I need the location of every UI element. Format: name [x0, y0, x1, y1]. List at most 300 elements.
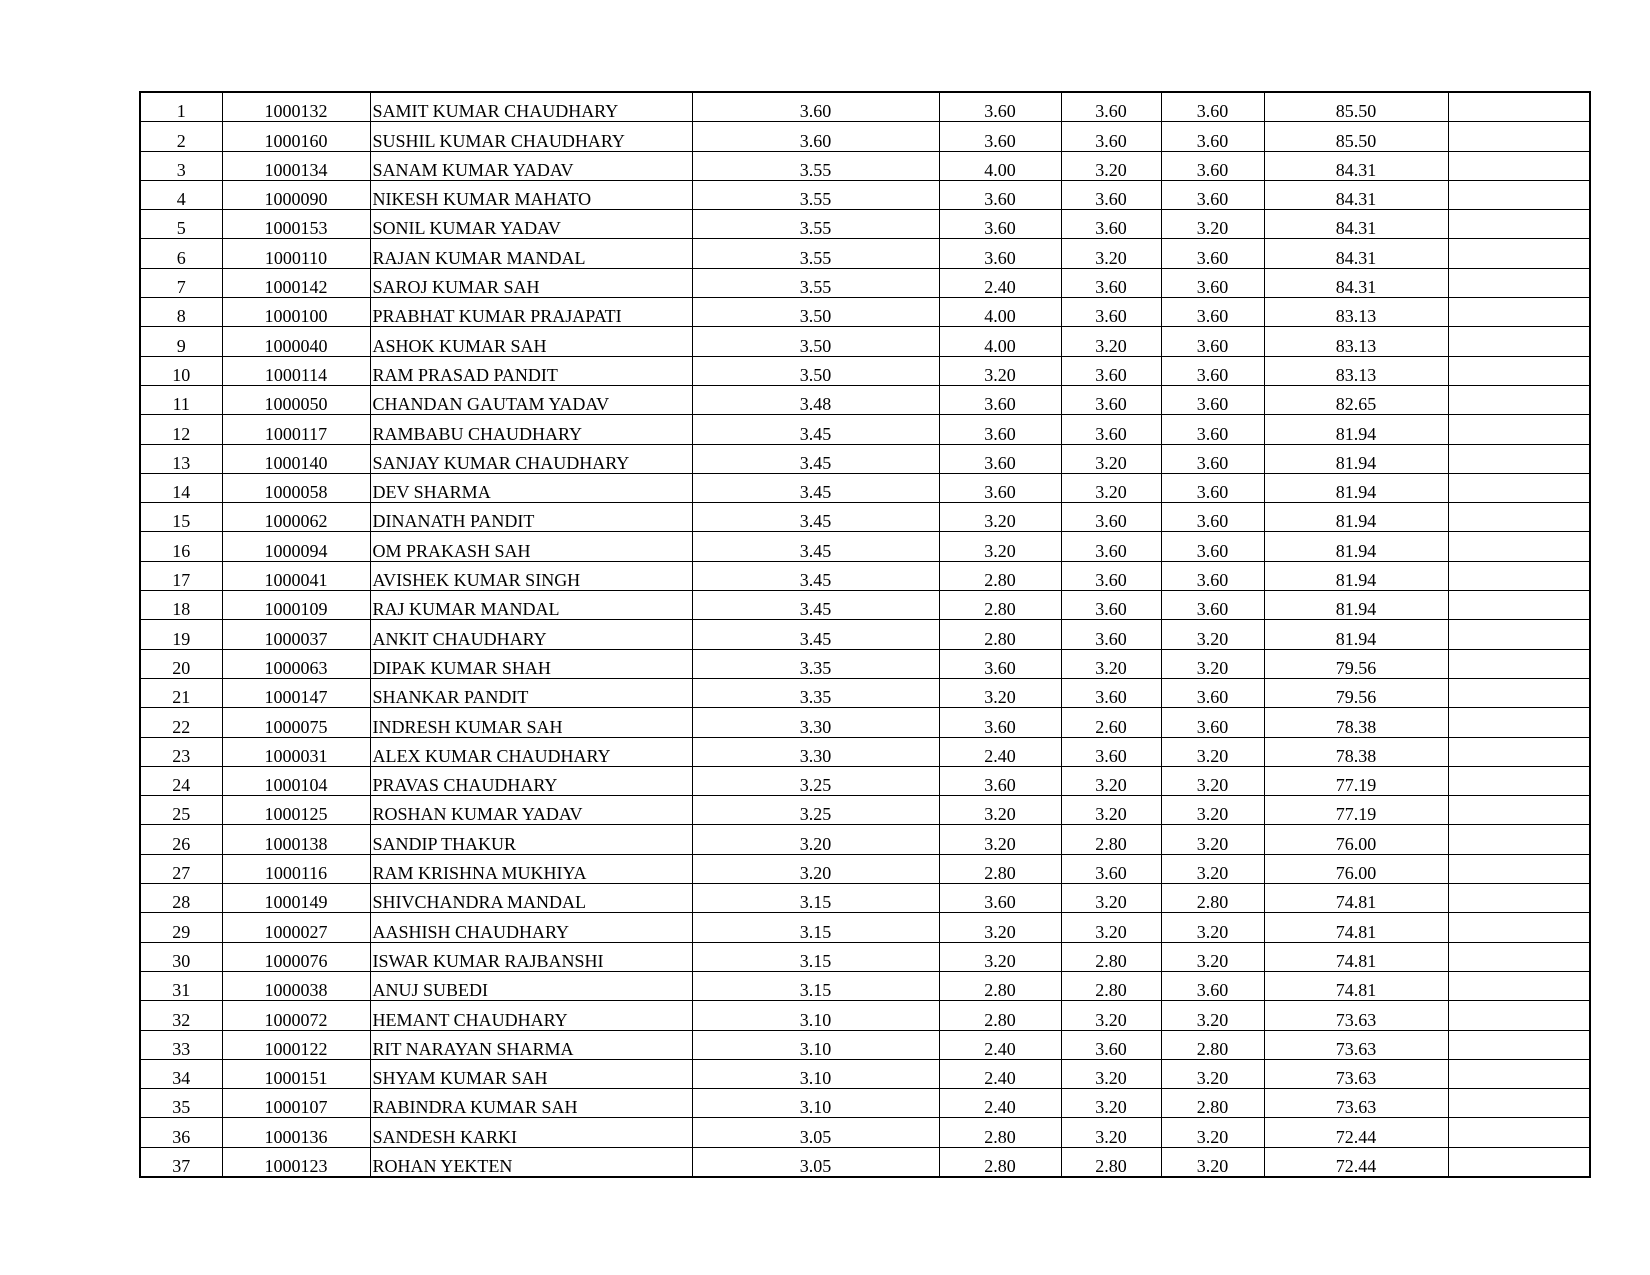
score-3-cell: 3.60 [1061, 268, 1161, 297]
serial-number-cell: 3 [140, 151, 222, 180]
serial-number-cell: 14 [140, 473, 222, 502]
score-1-cell: 3.48 [692, 385, 939, 414]
roll-number-cell: 1000149 [222, 884, 370, 913]
percentage-cell: 81.94 [1264, 444, 1448, 473]
score-4-cell: 3.60 [1161, 971, 1264, 1000]
student-name-cell: ROHAN YEKTEN [370, 1147, 692, 1177]
score-3-cell: 3.60 [1061, 92, 1161, 122]
roll-number-cell: 1000140 [222, 444, 370, 473]
score-3-cell: 2.80 [1061, 825, 1161, 854]
table-row [140, 210, 1590, 239]
remark-cell [1448, 1001, 1590, 1030]
score-4-cell: 3.20 [1161, 766, 1264, 795]
score-2-cell: 2.80 [939, 591, 1061, 620]
score-1-cell: 3.25 [692, 796, 939, 825]
score-2-cell: 3.60 [939, 385, 1061, 414]
percentage-cell: 84.31 [1264, 210, 1448, 239]
serial-number-cell: 26 [140, 825, 222, 854]
percentage-cell: 81.94 [1264, 473, 1448, 502]
score-4-cell: 3.60 [1161, 678, 1264, 707]
score-2-cell: 2.80 [939, 620, 1061, 649]
student-name-cell: RIT NARAYAN SHARMA [370, 1030, 692, 1059]
table-row [140, 356, 1590, 385]
serial-number-cell: 6 [140, 239, 222, 268]
score-2-cell: 4.00 [939, 327, 1061, 356]
student-name-cell: SANAM KUMAR YADAV [370, 151, 692, 180]
student-name-cell: ASHOK KUMAR SAH [370, 327, 692, 356]
table-row [140, 298, 1590, 327]
serial-number-cell: 31 [140, 971, 222, 1000]
score-2-cell: 2.80 [939, 1147, 1061, 1177]
student-name-cell: SANDESH KARKI [370, 1118, 692, 1147]
roll-number-cell: 1000117 [222, 415, 370, 444]
score-2-cell: 2.40 [939, 1030, 1061, 1059]
score-3-cell: 3.60 [1061, 210, 1161, 239]
table-row [140, 532, 1590, 561]
score-1-cell: 3.10 [692, 1001, 939, 1030]
score-1-cell: 3.30 [692, 708, 939, 737]
table-row [140, 854, 1590, 883]
table-row [140, 473, 1590, 502]
remark-cell [1448, 444, 1590, 473]
roll-number-cell: 1000125 [222, 796, 370, 825]
remark-cell [1448, 151, 1590, 180]
score-3-cell: 3.20 [1061, 151, 1161, 180]
serial-number-cell: 11 [140, 385, 222, 414]
serial-number-cell: 22 [140, 708, 222, 737]
score-3-cell: 3.60 [1061, 503, 1161, 532]
score-2-cell: 3.60 [939, 415, 1061, 444]
percentage-cell: 78.38 [1264, 708, 1448, 737]
student-name-cell: RAM KRISHNA MUKHIYA [370, 854, 692, 883]
score-4-cell: 3.60 [1161, 503, 1264, 532]
percentage-cell: 79.56 [1264, 678, 1448, 707]
remark-cell [1448, 1089, 1590, 1118]
score-3-cell: 3.20 [1061, 766, 1161, 795]
score-3-cell: 3.60 [1061, 561, 1161, 590]
score-3-cell: 3.60 [1061, 180, 1161, 209]
student-name-cell: SANDIP THAKUR [370, 825, 692, 854]
serial-number-cell: 24 [140, 766, 222, 795]
roll-number-cell: 1000072 [222, 1001, 370, 1030]
percentage-cell: 83.13 [1264, 327, 1448, 356]
score-2-cell: 2.80 [939, 1118, 1061, 1147]
remark-cell [1448, 1118, 1590, 1147]
remark-cell [1448, 532, 1590, 561]
score-4-cell: 2.80 [1161, 1030, 1264, 1059]
percentage-cell: 74.81 [1264, 942, 1448, 971]
score-1-cell: 3.15 [692, 913, 939, 942]
score-2-cell: 2.40 [939, 1089, 1061, 1118]
student-name-cell: SAMIT KUMAR CHAUDHARY [370, 92, 692, 122]
student-name-cell: AASHISH CHAUDHARY [370, 913, 692, 942]
score-1-cell: 3.15 [692, 971, 939, 1000]
table-row [140, 92, 1590, 122]
score-3-cell: 3.20 [1061, 1059, 1161, 1088]
serial-number-cell: 30 [140, 942, 222, 971]
student-name-cell: PRABHAT KUMAR PRAJAPATI [370, 298, 692, 327]
score-4-cell: 3.60 [1161, 591, 1264, 620]
serial-number-cell: 23 [140, 737, 222, 766]
remark-cell [1448, 122, 1590, 151]
student-name-cell: RABINDRA KUMAR SAH [370, 1089, 692, 1118]
remark-cell [1448, 473, 1590, 502]
score-4-cell: 3.60 [1161, 415, 1264, 444]
score-1-cell: 3.15 [692, 884, 939, 913]
percentage-cell: 84.31 [1264, 151, 1448, 180]
score-4-cell: 3.20 [1161, 1059, 1264, 1088]
remark-cell [1448, 561, 1590, 590]
percentage-cell: 84.31 [1264, 180, 1448, 209]
score-1-cell: 3.45 [692, 591, 939, 620]
roll-number-cell: 1000063 [222, 649, 370, 678]
roll-number-cell: 1000104 [222, 766, 370, 795]
student-name-cell: HEMANT CHAUDHARY [370, 1001, 692, 1030]
score-4-cell: 3.20 [1161, 620, 1264, 649]
table-row [140, 151, 1590, 180]
score-1-cell: 3.55 [692, 268, 939, 297]
score-1-cell: 3.50 [692, 327, 939, 356]
table-row [140, 796, 1590, 825]
student-name-cell: SHANKAR PANDIT [370, 678, 692, 707]
percentage-cell: 73.63 [1264, 1001, 1448, 1030]
serial-number-cell: 19 [140, 620, 222, 649]
score-3-cell: 3.20 [1061, 884, 1161, 913]
score-1-cell: 3.35 [692, 678, 939, 707]
student-name-cell: ISWAR KUMAR RAJBANSHI [370, 942, 692, 971]
score-2-cell: 3.60 [939, 766, 1061, 795]
serial-number-cell: 15 [140, 503, 222, 532]
score-1-cell: 3.55 [692, 239, 939, 268]
table-row [140, 737, 1590, 766]
percentage-cell: 78.38 [1264, 737, 1448, 766]
score-2-cell: 2.80 [939, 971, 1061, 1000]
percentage-cell: 79.56 [1264, 649, 1448, 678]
score-1-cell: 3.45 [692, 532, 939, 561]
table-row [140, 591, 1590, 620]
score-4-cell: 3.60 [1161, 298, 1264, 327]
score-1-cell: 3.60 [692, 92, 939, 122]
score-2-cell: 2.80 [939, 1001, 1061, 1030]
table-row [140, 122, 1590, 151]
percentage-cell: 83.13 [1264, 356, 1448, 385]
remark-cell [1448, 591, 1590, 620]
student-name-cell: ROSHAN KUMAR YADAV [370, 796, 692, 825]
remark-cell [1448, 854, 1590, 883]
table-row [140, 971, 1590, 1000]
score-4-cell: 3.20 [1161, 1147, 1264, 1177]
student-name-cell: ALEX KUMAR CHAUDHARY [370, 737, 692, 766]
score-1-cell: 3.45 [692, 415, 939, 444]
serial-number-cell: 37 [140, 1147, 222, 1177]
table-row [140, 620, 1590, 649]
remark-cell [1448, 180, 1590, 209]
score-4-cell: 3.20 [1161, 210, 1264, 239]
score-3-cell: 3.20 [1061, 239, 1161, 268]
table-row [140, 503, 1590, 532]
score-4-cell: 3.60 [1161, 151, 1264, 180]
student-name-cell: SONIL KUMAR YADAV [370, 210, 692, 239]
student-name-cell: INDRESH KUMAR SAH [370, 708, 692, 737]
score-3-cell: 3.60 [1061, 356, 1161, 385]
percentage-cell: 83.13 [1264, 298, 1448, 327]
roll-number-cell: 1000122 [222, 1030, 370, 1059]
roll-number-cell: 1000100 [222, 298, 370, 327]
score-2-cell: 4.00 [939, 298, 1061, 327]
student-name-cell: RAJAN KUMAR MANDAL [370, 239, 692, 268]
remark-cell [1448, 766, 1590, 795]
table-body [140, 92, 1590, 1177]
serial-number-cell: 9 [140, 327, 222, 356]
score-3-cell: 3.60 [1061, 591, 1161, 620]
percentage-cell: 72.44 [1264, 1118, 1448, 1147]
results-table [139, 91, 1591, 1178]
table-row [140, 1001, 1590, 1030]
roll-number-cell: 1000037 [222, 620, 370, 649]
student-name-cell: DINANATH PANDIT [370, 503, 692, 532]
percentage-cell: 81.94 [1264, 503, 1448, 532]
remark-cell [1448, 298, 1590, 327]
serial-number-cell: 12 [140, 415, 222, 444]
score-3-cell: 3.60 [1061, 122, 1161, 151]
score-2-cell: 3.20 [939, 825, 1061, 854]
percentage-cell: 84.31 [1264, 239, 1448, 268]
score-2-cell: 3.60 [939, 92, 1061, 122]
percentage-cell: 81.94 [1264, 591, 1448, 620]
roll-number-cell: 1000160 [222, 122, 370, 151]
remark-cell [1448, 825, 1590, 854]
serial-number-cell: 13 [140, 444, 222, 473]
score-1-cell: 3.05 [692, 1118, 939, 1147]
score-4-cell: 2.80 [1161, 884, 1264, 913]
score-2-cell: 3.60 [939, 708, 1061, 737]
remark-cell [1448, 620, 1590, 649]
score-1-cell: 3.10 [692, 1059, 939, 1088]
roll-number-cell: 1000110 [222, 239, 370, 268]
table-row [140, 180, 1590, 209]
score-3-cell: 3.60 [1061, 620, 1161, 649]
score-1-cell: 3.30 [692, 737, 939, 766]
roll-number-cell: 1000142 [222, 268, 370, 297]
table-row [140, 766, 1590, 795]
percentage-cell: 77.19 [1264, 796, 1448, 825]
score-1-cell: 3.55 [692, 151, 939, 180]
score-4-cell: 3.20 [1161, 913, 1264, 942]
serial-number-cell: 5 [140, 210, 222, 239]
roll-number-cell: 1000094 [222, 532, 370, 561]
roll-number-cell: 1000090 [222, 180, 370, 209]
serial-number-cell: 25 [140, 796, 222, 825]
percentage-cell: 81.94 [1264, 561, 1448, 590]
score-4-cell: 3.20 [1161, 1001, 1264, 1030]
score-4-cell: 3.20 [1161, 649, 1264, 678]
table-row [140, 415, 1590, 444]
remark-cell [1448, 268, 1590, 297]
student-name-cell: SUSHIL KUMAR CHAUDHARY [370, 122, 692, 151]
score-2-cell: 3.60 [939, 210, 1061, 239]
serial-number-cell: 18 [140, 591, 222, 620]
score-2-cell: 2.40 [939, 268, 1061, 297]
remark-cell [1448, 884, 1590, 913]
score-3-cell: 3.20 [1061, 913, 1161, 942]
percentage-cell: 85.50 [1264, 122, 1448, 151]
table-row [140, 825, 1590, 854]
score-3-cell: 3.20 [1061, 327, 1161, 356]
score-1-cell: 3.20 [692, 825, 939, 854]
score-3-cell: 3.60 [1061, 298, 1161, 327]
roll-number-cell: 1000123 [222, 1147, 370, 1177]
score-2-cell: 3.20 [939, 942, 1061, 971]
score-4-cell: 3.60 [1161, 239, 1264, 268]
score-1-cell: 3.55 [692, 210, 939, 239]
remark-cell [1448, 1147, 1590, 1177]
score-2-cell: 3.60 [939, 239, 1061, 268]
table-row [140, 444, 1590, 473]
score-4-cell: 3.20 [1161, 1118, 1264, 1147]
roll-number-cell: 1000075 [222, 708, 370, 737]
score-3-cell: 3.60 [1061, 532, 1161, 561]
serial-number-cell: 4 [140, 180, 222, 209]
score-3-cell: 3.60 [1061, 415, 1161, 444]
score-4-cell: 3.60 [1161, 532, 1264, 561]
table-row [140, 385, 1590, 414]
score-4-cell: 3.60 [1161, 268, 1264, 297]
student-name-cell: RAM PRASAD PANDIT [370, 356, 692, 385]
score-2-cell: 3.60 [939, 884, 1061, 913]
score-1-cell: 3.15 [692, 942, 939, 971]
percentage-cell: 77.19 [1264, 766, 1448, 795]
remark-cell [1448, 385, 1590, 414]
roll-number-cell: 1000076 [222, 942, 370, 971]
score-3-cell: 3.60 [1061, 737, 1161, 766]
score-1-cell: 3.10 [692, 1030, 939, 1059]
roll-number-cell: 1000050 [222, 385, 370, 414]
score-4-cell: 2.80 [1161, 1089, 1264, 1118]
score-3-cell: 3.60 [1061, 854, 1161, 883]
percentage-cell: 81.94 [1264, 620, 1448, 649]
score-4-cell: 3.60 [1161, 444, 1264, 473]
roll-number-cell: 1000147 [222, 678, 370, 707]
score-2-cell: 3.60 [939, 180, 1061, 209]
score-3-cell: 3.20 [1061, 649, 1161, 678]
roll-number-cell: 1000031 [222, 737, 370, 766]
percentage-cell: 74.81 [1264, 971, 1448, 1000]
score-3-cell: 3.20 [1061, 1089, 1161, 1118]
score-2-cell: 3.60 [939, 473, 1061, 502]
student-name-cell: ANUJ SUBEDI [370, 971, 692, 1000]
roll-number-cell: 1000041 [222, 561, 370, 590]
roll-number-cell: 1000114 [222, 356, 370, 385]
score-4-cell: 3.60 [1161, 561, 1264, 590]
score-4-cell: 3.20 [1161, 942, 1264, 971]
percentage-cell: 74.81 [1264, 884, 1448, 913]
table-row [140, 1118, 1590, 1147]
serial-number-cell: 29 [140, 913, 222, 942]
student-name-cell: AVISHEK KUMAR SINGH [370, 561, 692, 590]
remark-cell [1448, 678, 1590, 707]
percentage-cell: 76.00 [1264, 825, 1448, 854]
percentage-cell: 73.63 [1264, 1030, 1448, 1059]
percentage-cell: 73.63 [1264, 1059, 1448, 1088]
score-2-cell: 3.60 [939, 444, 1061, 473]
roll-number-cell: 1000134 [222, 151, 370, 180]
score-1-cell: 3.45 [692, 561, 939, 590]
remark-cell [1448, 1059, 1590, 1088]
percentage-cell: 81.94 [1264, 415, 1448, 444]
score-3-cell: 2.80 [1061, 1147, 1161, 1177]
score-3-cell: 3.20 [1061, 473, 1161, 502]
roll-number-cell: 1000153 [222, 210, 370, 239]
student-name-cell: NIKESH KUMAR MAHATO [370, 180, 692, 209]
table-row [140, 239, 1590, 268]
roll-number-cell: 1000138 [222, 825, 370, 854]
score-2-cell: 2.80 [939, 561, 1061, 590]
score-3-cell: 2.80 [1061, 971, 1161, 1000]
serial-number-cell: 21 [140, 678, 222, 707]
score-1-cell: 3.45 [692, 444, 939, 473]
table-row [140, 1089, 1590, 1118]
serial-number-cell: 35 [140, 1089, 222, 1118]
remark-cell [1448, 239, 1590, 268]
roll-number-cell: 1000062 [222, 503, 370, 532]
roll-number-cell: 1000151 [222, 1059, 370, 1088]
roll-number-cell: 1000027 [222, 913, 370, 942]
score-3-cell: 3.20 [1061, 796, 1161, 825]
table-row [140, 708, 1590, 737]
score-4-cell: 3.20 [1161, 854, 1264, 883]
remark-cell [1448, 92, 1590, 122]
remark-cell [1448, 327, 1590, 356]
score-2-cell: 3.20 [939, 503, 1061, 532]
remark-cell [1448, 737, 1590, 766]
table-row [140, 678, 1590, 707]
remark-cell [1448, 708, 1590, 737]
serial-number-cell: 16 [140, 532, 222, 561]
score-4-cell: 3.60 [1161, 473, 1264, 502]
score-2-cell: 4.00 [939, 151, 1061, 180]
percentage-cell: 82.65 [1264, 385, 1448, 414]
score-3-cell: 3.60 [1061, 385, 1161, 414]
student-name-cell: PRAVAS CHAUDHARY [370, 766, 692, 795]
roll-number-cell: 1000038 [222, 971, 370, 1000]
score-1-cell: 3.45 [692, 620, 939, 649]
score-1-cell: 3.05 [692, 1147, 939, 1177]
table-row [140, 1147, 1590, 1177]
percentage-cell: 81.94 [1264, 532, 1448, 561]
score-1-cell: 3.10 [692, 1089, 939, 1118]
score-4-cell: 3.20 [1161, 825, 1264, 854]
roll-number-cell: 1000136 [222, 1118, 370, 1147]
remark-cell [1448, 356, 1590, 385]
score-1-cell: 3.45 [692, 473, 939, 502]
score-3-cell: 3.20 [1061, 1001, 1161, 1030]
serial-number-cell: 1 [140, 92, 222, 122]
score-1-cell: 3.50 [692, 356, 939, 385]
score-3-cell: 3.20 [1061, 1118, 1161, 1147]
serial-number-cell: 20 [140, 649, 222, 678]
score-2-cell: 3.20 [939, 678, 1061, 707]
table-row [140, 913, 1590, 942]
remark-cell [1448, 942, 1590, 971]
score-2-cell: 3.20 [939, 913, 1061, 942]
score-1-cell: 3.45 [692, 503, 939, 532]
roll-number-cell: 1000107 [222, 1089, 370, 1118]
score-1-cell: 3.25 [692, 766, 939, 795]
score-4-cell: 3.60 [1161, 356, 1264, 385]
score-2-cell: 3.60 [939, 122, 1061, 151]
score-3-cell: 2.80 [1061, 942, 1161, 971]
table-row [140, 561, 1590, 590]
